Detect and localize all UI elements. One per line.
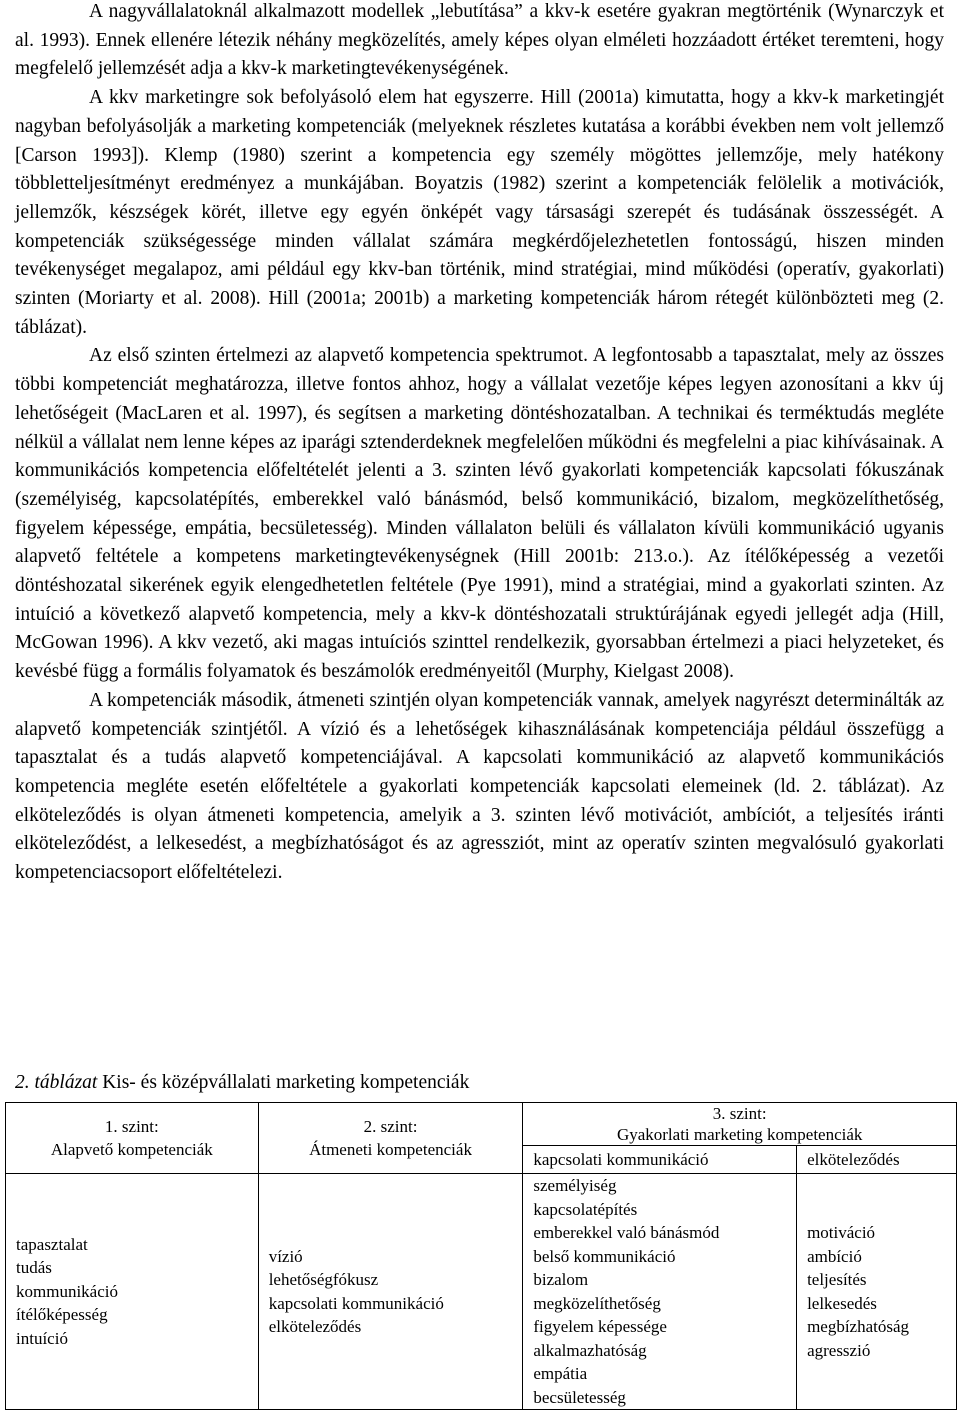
level3-title: 3. szint: (712, 1104, 767, 1123)
list-item: bizalom (533, 1270, 589, 1289)
competence-table (5, 1102, 957, 1410)
list-item: intuíció (16, 1328, 68, 1348)
level3-group2-items (797, 1174, 957, 1410)
list-item: becsületesség (533, 1387, 626, 1407)
level3-group1-heading: kapcsolati kommunikáció (523, 1146, 797, 1174)
list-item: megbízhatóság (807, 1317, 910, 1336)
list-item: ítélőképesség (16, 1305, 108, 1325)
level1-header (6, 1103, 259, 1174)
level1-subtitle: Alapvető kompetenciák (50, 1140, 213, 1159)
table-caption (15, 1071, 469, 1095)
paragraph-2: A kkv marketingre sok befolyásoló elem hat egyszerre. Hill (2001a) kimutatta, hogy a kkv-k marketingjét nagyban befolyásolják a marketing kompetenciák (melyeknek részletes kutatása a korábbi években nem volt jellemző [Carson 1993]). Klemp (1980) szerint a kompetencia egy személy mögöttes jellemzője, mely hatékony többletteljesítményt eredményez a munkájában. Boyatzis (1982) szerint a kompetenciák felölelik a motivációk, jellemzők, készségek körét, illetve egy egyén önképét vagy társasági szerepét és tudásának összességét. A kompetenciák szükségessége minden vállalat számára megkérdőjelezhetetlen fontosságú, hiszen minden tevékenységet megalapoz, ami például egy kkv-ban történik, mind stratégiai, mind működési (operatív, gyakorlati) szinten (Moriarty et al. 2008). Hill (2001a; 2001b) a marketing kompetenciák három rétegét különbözteti meg (2. táblázat). (15, 87, 944, 338)
level1-items (6, 1174, 259, 1410)
level1-title: 1. szint: (104, 1116, 159, 1136)
list-item: lehetőségfókusz (268, 1270, 379, 1289)
paragraph-3: Az első szinten értelmezi az alapvető kompetencia spektrumot. A legfontosabb a tapasztalat, mely az összes többi kompetenciát meghatározza, illetve fontos ahhoz, hogy a vállalat vezetője képes legyen azonosítani a kkv új lehetőségeit (MacLaren et al. 1997), és segítsen a marketing döntéshozatalban. A technikai és terméktudás megléte nélkül a vállalat nem lenne képes az iparági sztenderdeknek megfelelően működni és megfelelni a piac kihívásainak. A kommunikációs kompetencia előfeltételét jelenti a 3. szinten lévő gyakorlati kompetenciák kapcsolati fókuszának (személyiség, kapcsolatépítés, emberekkel való bánásmód, belső kommunikáció, bizalom, megközelíthetőség, figyelem képessége, empátia, becsületesség). Minden vállalaton belüli és vállalaton kívüli kommunikáció ugyanis alapvető feltétele a kompetens marketingtevékenységnek (Hill 2001b: 213.o.). Az ítélőképesség a vezetői döntéshozatal sikerének egyik elengedhetetlen feltétele (Pye 1991), mind a stratégiai, mind a gyakorlati szinten. Az intuíció a következő alapvető kompetencia, mely a kkv-k döntéshozatali struktúrájának egyedi jellegét adja (Hill, McGowan 1996). A kkv vezető, aki magas intuíciós szinttel rendelkezik, gyorsabban értelmezi a piaci helyzeteket, és kevésbé függ a formális folyamatok és beszámolók eredményeitől (Murphy, Kielgast 2008). (15, 345, 944, 683)
list-item: kapcsolati kommunikáció (268, 1293, 444, 1313)
list-item: lelkesedés (807, 1293, 877, 1313)
list-item: teljesítés (807, 1270, 867, 1289)
level3-header (523, 1103, 957, 1146)
list-item: tudás (16, 1258, 52, 1278)
list-item: figyelem képessége (533, 1317, 667, 1336)
level2-title: 2. szint: (363, 1116, 418, 1136)
list-item: kommunikáció (16, 1281, 118, 1301)
list-item: empátia (533, 1364, 588, 1383)
list-item: emberekkel való bánásmód (533, 1223, 720, 1242)
level3-subtitle: Gyakorlati marketing kompetenciák (616, 1125, 863, 1144)
list-item: ambíció (807, 1246, 862, 1266)
level2-items (258, 1174, 523, 1410)
body-text (15, 0, 944, 888)
level3-group2-heading: elköteleződés (797, 1146, 957, 1174)
list-item: kapcsolatépítés (533, 1199, 638, 1219)
level3-group1-items (523, 1174, 797, 1410)
level2-subtitle: Átmeneti kompetenciák (309, 1140, 472, 1159)
list-item: agresszió (807, 1340, 871, 1360)
list-item: alkalmazhatóság (533, 1340, 647, 1360)
paragraph-1: A nagyvállalatoknál alkalmazott modellek „lebutítása” a kkv-k esetére gyakran megtörténik (Wynarczyk et al. 1993). Ennek ellenére létezik néhány megközelítés, amely képes olyan elméleti hozzáadott értéket teremteni, hogy megfelelő jellemzését adja a kkv-k marketingtevékenységének. (15, 1, 944, 80)
table-number: 2. táblázat (15, 1072, 98, 1093)
level2-header (258, 1103, 523, 1174)
list-item: elköteleződés (268, 1317, 362, 1336)
list-item: vízió (268, 1246, 303, 1266)
table-title: Kis- és középvállalati marketing kompetenciák (97, 1072, 470, 1093)
paragraph-4: A kompetenciák második, átmeneti szintjén olyan kompetenciák vannak, amelyek nagyrészt determinálták az alapvető kompetenciák szintjétől. A vízió és a lehetőségek kihasználásának kompetenciája például összefügg a tapasztalat és a tudás alapvető kompetenciájával. A kapcsolati kommunikáció az alapvető kommunikációs kompetencia megléte esetén előfeltétele a gyakorlati kompetenciák kapcsolati elemeinek (ld. 2. táblázat). Az elköteleződés is olyan átmeneti kompetencia, amelyik a 3. szinten lévő motivációt, ambíciót, a teljesítés iránti elköteleződést, a lelkesedést, a megbízhatóságot és az agressziót, mint az operatív szinten megvalósuló gyakorlati kompetenciacsoport előfeltételezi. (15, 689, 944, 884)
list-item: megközelíthetőség (533, 1293, 661, 1313)
list-item: motiváció (807, 1223, 876, 1242)
list-item: tapasztalat (16, 1234, 88, 1254)
list-item: belső kommunikáció (533, 1246, 676, 1266)
list-item: személyiség (533, 1176, 617, 1195)
